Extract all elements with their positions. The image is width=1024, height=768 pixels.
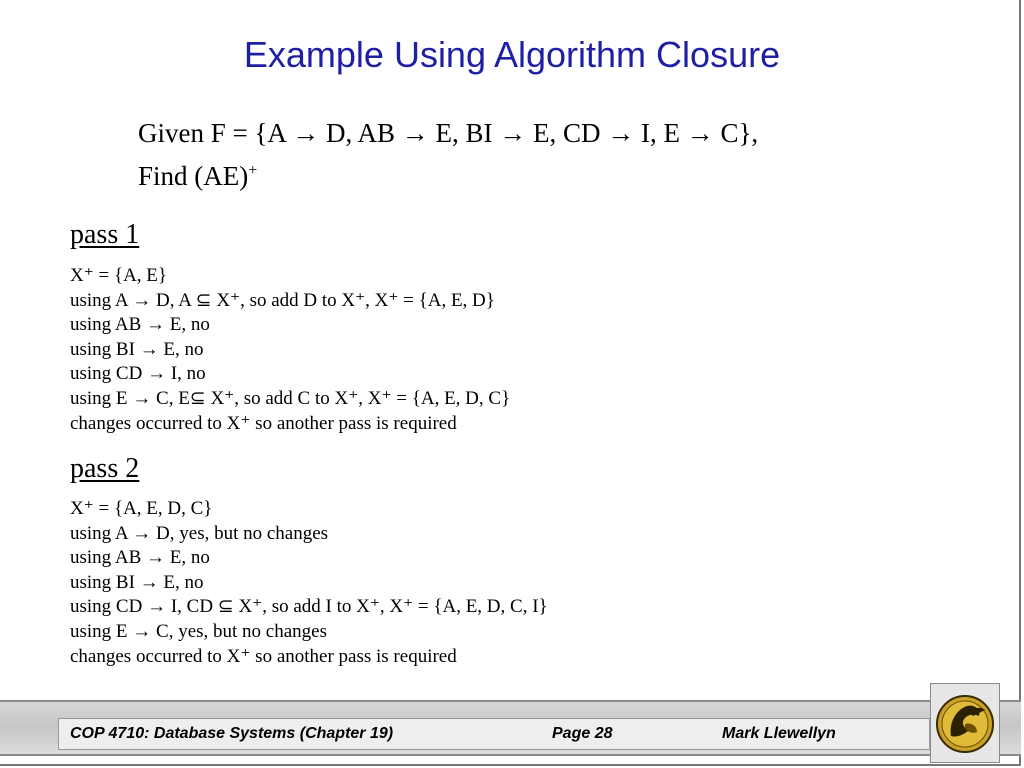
- logo-frame: [930, 683, 1000, 763]
- pass-2-line: using A → D, yes, but no changes: [70, 522, 329, 544]
- pass-2-line: using CD → I, CD ⊆ X⁺, so add I to X⁺, X⁺ = {A, E, D, C, I}: [70, 596, 548, 618]
- find-text: Find (AE): [138, 161, 249, 191]
- pass-2-line: changes occurred to X⁺ so another pass is required: [70, 645, 457, 667]
- footer-author: Mark Llewellyn: [722, 725, 836, 742]
- pass-1-line: using CD → I, no: [70, 363, 206, 385]
- pass-1-line: using E → C, E⊆ X⁺, so add C to X⁺, X⁺ = {A, E, D, C}: [70, 387, 511, 409]
- pass-1-line: X⁺ = {A, E}: [70, 265, 168, 286]
- footer-course: COP 4710: Database Systems (Chapter 19): [70, 725, 394, 742]
- pass-2-heading: pass 2: [70, 453, 140, 484]
- given-statement: [138, 114, 758, 195]
- slide-title: Example Using Algorithm Closure: [243, 34, 781, 75]
- given-line-2: [138, 152, 758, 195]
- pass-1-line: using A → D, A ⊆ X⁺, so add D to X⁺, X⁺ = {A, E, D}: [70, 289, 495, 311]
- footer-page-number: Page 28: [552, 725, 613, 742]
- pass-1-line: using AB → E, no: [70, 314, 210, 336]
- pass-1-steps: [70, 264, 510, 436]
- pass-2-line: using BI → E, no: [70, 571, 204, 593]
- pass-1-line: using BI → E, no: [70, 338, 204, 360]
- pass-2-line: using E → C, yes, but no changes: [70, 620, 328, 642]
- pass-2-line: using AB → E, no: [70, 547, 210, 569]
- pass-1-heading: pass 1: [70, 219, 140, 250]
- pass-2-steps: [70, 497, 548, 669]
- pass-1-line: changes occurred to X⁺ so another pass is required: [70, 412, 457, 434]
- find-superscript: +: [248, 162, 258, 179]
- ucf-pegasus-logo-icon: [931, 684, 999, 762]
- pass-2-line: X⁺ = {A, E, D, C}: [70, 498, 213, 519]
- given-line-1: Given F = {A → D, AB → E, BI → E, CD → I, E → C},: [138, 118, 759, 148]
